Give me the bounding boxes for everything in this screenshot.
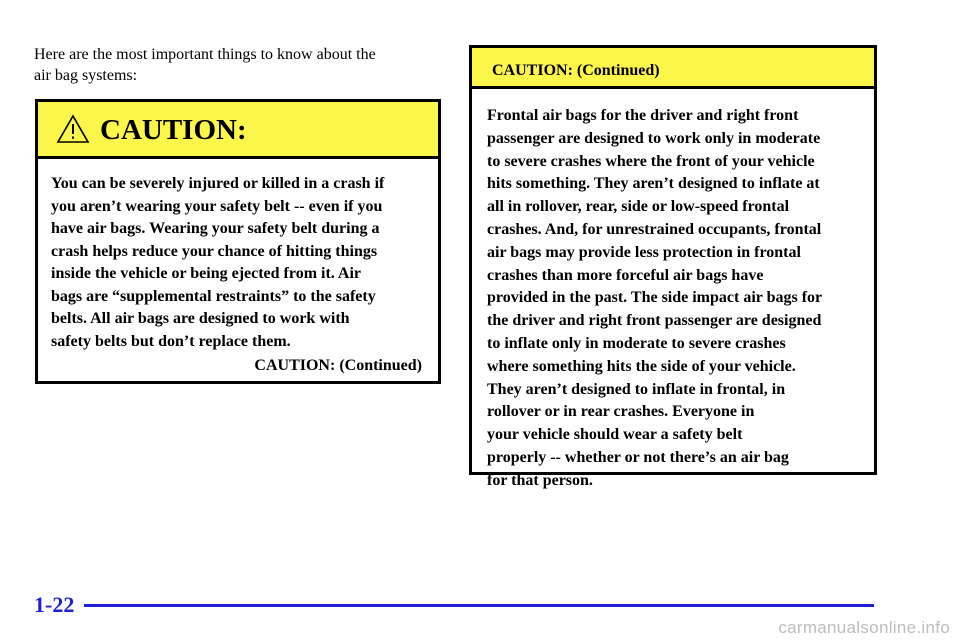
caution-line: bags are “supplemental restraints” to the safety [51,287,376,305]
continued-line: Frontal air bags for the driver and right front [487,107,799,124]
continued-line: the driver and right front passenger are designed [487,312,822,330]
caution-title: CAUTION: [100,114,247,146]
caution-line: You can be severely injured or killed in a crash if [51,175,385,192]
caution-continued-label: CAUTION: (Continued) [254,357,422,374]
continued-header [472,48,874,89]
intro-line: Here are the most important things to know about the [34,46,376,63]
caution-line: you aren’t wearing your safety belt -- even if you [51,197,383,215]
watermark: carmanualsonline.info [778,618,950,637]
continued-line: crashes than more forceful air bags have [487,266,764,284]
continued-line: crashes. And, for unrestrained occupants, frontal [487,220,822,238]
intro-paragraph [34,44,434,86]
continued-caution-box [469,45,877,489]
page-number: 1-22 [34,592,75,617]
caution-line: have air bags. Wearing your safety belt during a [51,220,380,237]
continued-line: where something hits the side of your vehicle. [487,357,796,375]
warning-triangle-icon [56,114,90,144]
continued-line: They aren’t designed to inflate in frontal, in [487,380,786,398]
caution-line: belts. All air bags are designed to work with [51,310,350,327]
continued-title: CAUTION: (Continued) [492,62,660,79]
continued-line: your vehicle should wear a safety belt [487,426,743,444]
continued-body [472,89,874,493]
continued-line: properly -- whether or not there’s an air bag [487,448,789,466]
caution-line: safety belts but don’t replace them. [51,332,291,350]
continued-line: to severe crashes where the front of your vehicle [487,152,815,170]
continued-line: all in rollover, rear, side or low-speed frontal [487,198,790,216]
continued-line: hits something. They aren’t designed to inflate at [487,175,820,193]
caution-line: crash helps reduce your chance of hitting things [51,242,378,260]
continued-line: provided in the past. The side impact air bags for [487,289,823,307]
continued-line: for that person. [487,471,593,489]
intro-line: air bag systems: [34,67,138,84]
caution-header [38,102,438,159]
continued-line: to inflate only in moderate to severe crashes [487,334,786,352]
caution-box [35,99,441,384]
continued-line: air bags may provide less protection in frontal [487,243,801,261]
caution-line: inside the vehicle or being ejected from it. Air [51,265,362,282]
continued-line: rollover or in rear crashes. Everyone in [487,403,755,421]
caution-body [38,159,438,378]
continued-line: passenger are designed to work only in moderate [487,129,821,147]
footer-rule [84,604,874,607]
